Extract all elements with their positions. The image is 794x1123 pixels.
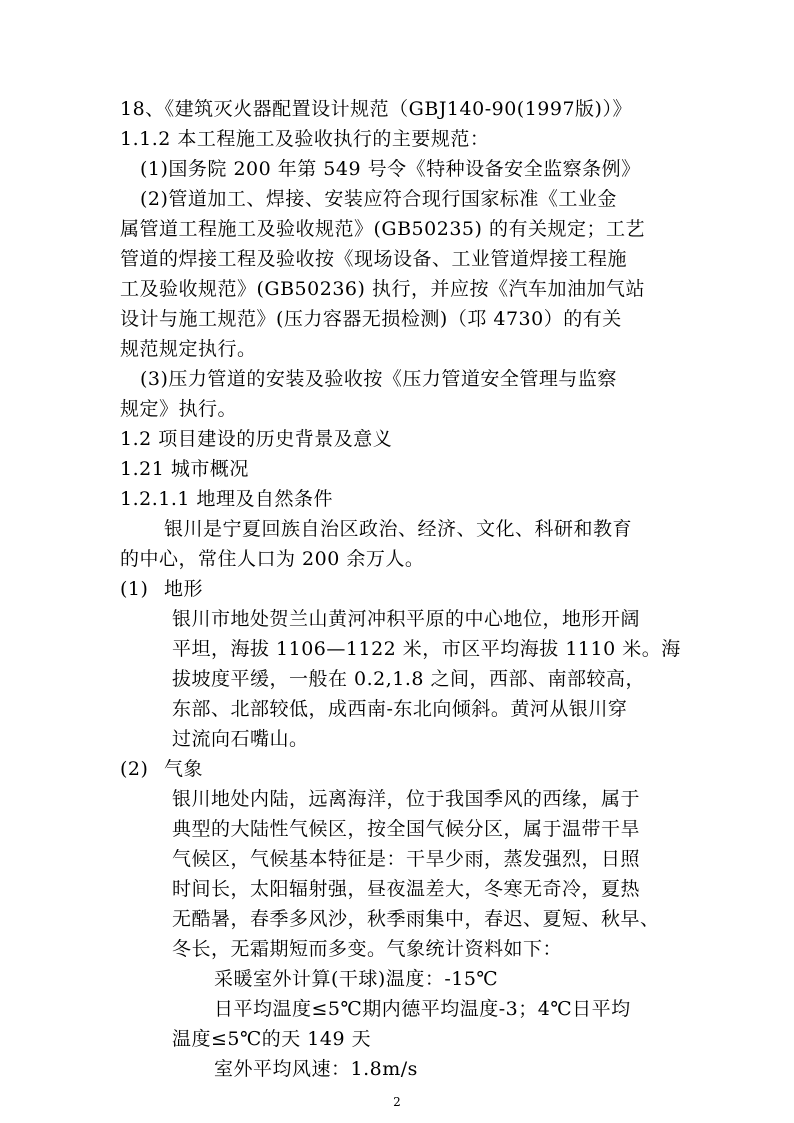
text-line: 过流向石嘴山。 bbox=[172, 728, 309, 750]
text-line: 采暖室外计算(干球)温度：-15℃ bbox=[214, 968, 499, 990]
section-heading: 1.21 城市概况 bbox=[120, 458, 249, 480]
text-line: 时间长，太阳辐射强，昼夜温差大，冬寒无奇冷，夏热 bbox=[172, 878, 641, 900]
text-line: 规定》执行。 bbox=[120, 398, 238, 420]
text-line: (3)压力管道的安装及验收按《压力管道安全管理与监察 bbox=[140, 368, 617, 390]
text-line: 管道的焊接工程及验收按《现场设备、工业管道焊接工程施 bbox=[120, 248, 628, 270]
text-line: 银川是宁夏回族自治区政治、经济、文化、科研和教育 bbox=[164, 518, 633, 540]
text-line: (2)管道加工、焊接、安装应符合现行国家标准《工业金 bbox=[140, 188, 617, 210]
text-line: 的中心，常住人口为 200 余万人。 bbox=[120, 548, 425, 570]
list-item-heading bbox=[120, 574, 203, 604]
text-line: 设计与施工规范》(压力容器无损检测)（邛 4730）的有关 bbox=[120, 308, 622, 330]
page-number: 2 bbox=[393, 1095, 401, 1109]
text-line: 无酷暑，春季多风沙，秋季雨集中，春迟、夏短、秋早、 bbox=[172, 908, 660, 930]
text-line: 银川市地处贺兰山黄河冲积平原的中心地位，地形开阔 bbox=[172, 608, 641, 630]
text-line: 18、《建筑灭火器配置设计规范（GBJ140-90(1997版)）》 bbox=[120, 98, 632, 120]
text-line: 冬长，无霜期短而多变。气象统计资料如下： bbox=[172, 938, 563, 960]
text-line: 属管道工程施工及验收规范》(GB50235) 的有关规定；工艺 bbox=[120, 218, 645, 240]
text-line: 银川地处内陆，远离海洋，位于我国季风的西缘，属于 bbox=[172, 788, 641, 810]
text-line: 东部、北部较低，成西南-东北向倾斜。黄河从银川穿 bbox=[172, 698, 628, 720]
text-line: 拔坡度平缓，一般在 0.2,1.8 之间，西部、南部较高， bbox=[172, 668, 646, 690]
text-line: 日平均温度≤5℃期内德平均温度-3；4℃日平均 bbox=[214, 998, 631, 1020]
text-line: 典型的大陆性气候区，按全国气候分区，属于温带干旱 bbox=[172, 818, 641, 840]
text-line: 规范规定执行。 bbox=[120, 338, 257, 360]
list-item-label: 气象 bbox=[164, 758, 204, 780]
list-marker: (1) bbox=[120, 578, 149, 600]
text-line: 平坦，海拔 1106—1122 米，市区平均海拔 1110 米。海 bbox=[172, 638, 681, 660]
text-line: (1)国务院 200 年第 549 号令《特种设备安全监察条例》 bbox=[140, 158, 641, 180]
list-marker: (2) bbox=[120, 758, 149, 780]
section-heading: 1.2 项目建设的历史背景及意义 bbox=[120, 428, 393, 450]
text-line: 气候区，气候基本特征是：干旱少雨，蒸发强烈，日照 bbox=[172, 848, 641, 870]
text-line: 温度≤5℃的天 149 天 bbox=[172, 1028, 372, 1050]
section-heading: 1.2.1.1 地理及自然条件 bbox=[120, 488, 334, 510]
text-line: 工及验收规范》(GB50236) 执行，并应按《汽车加油加气站 bbox=[120, 278, 645, 300]
section-heading: 1.1.2 本工程施工及验收执行的主要规范： bbox=[120, 128, 490, 150]
text-line: 室外平均风速：1.8m/s bbox=[214, 1058, 418, 1080]
list-item-heading bbox=[120, 754, 203, 784]
list-item-label: 地形 bbox=[164, 578, 204, 600]
